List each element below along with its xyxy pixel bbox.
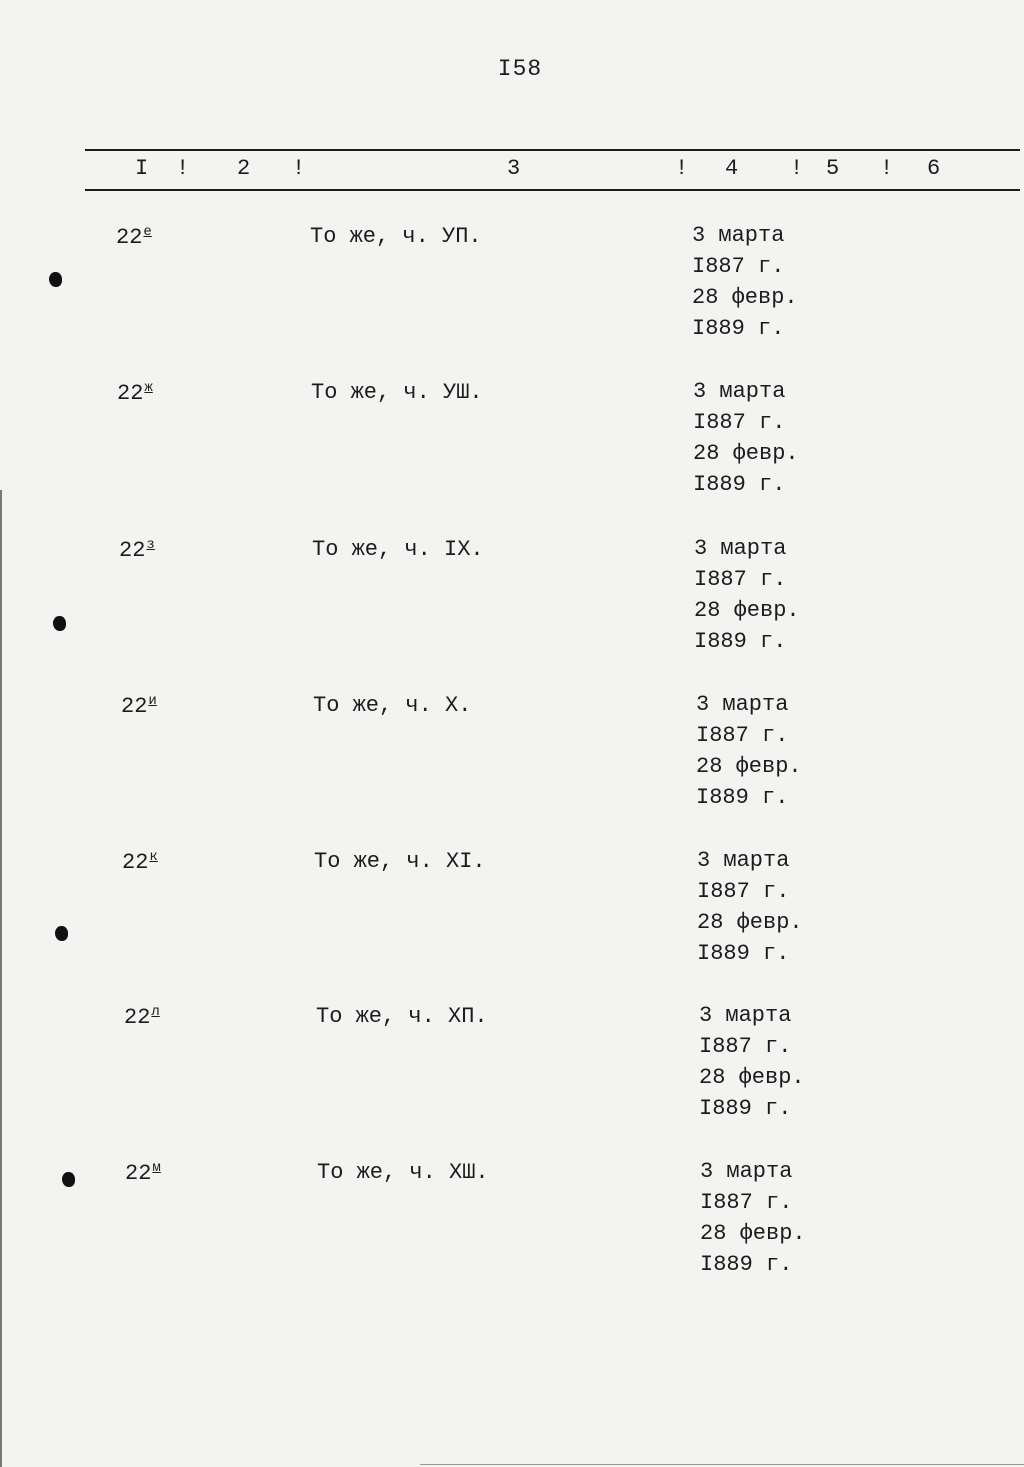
entry-number: $22^е$: [116, 224, 152, 250]
table-row: [0, 537, 1024, 667]
header-separator: !: [176, 156, 190, 181]
date-end-day: 28 февр.: [699, 1065, 805, 1090]
date-end-day: 28 февр.: [697, 910, 803, 935]
date-start-year: I887 г.: [692, 254, 785, 279]
date-start-day: 3 марта: [692, 223, 785, 248]
table-row: [0, 849, 1024, 979]
date-start-day: 3 марта: [693, 379, 786, 404]
entry-number-suffix: л: [151, 1004, 160, 1020]
entry-dates: [694, 533, 800, 657]
entry-dates: [699, 1000, 805, 1124]
entry-number: $22^и$: [121, 693, 157, 719]
entry-description: То же, ч. УШ.: [311, 380, 483, 405]
entry-number-suffix: и: [148, 693, 157, 709]
date-end-year: I889 г.: [700, 1252, 793, 1277]
table-row: [0, 693, 1024, 823]
punch-hole-mark: [53, 616, 66, 631]
entry-dates: [697, 845, 803, 969]
date-end-year: I889 г.: [692, 316, 785, 341]
date-start-day: 3 марта: [697, 848, 790, 873]
header-col-5: 5: [826, 156, 840, 181]
date-end-day: 28 февр.: [692, 285, 798, 310]
entry-number: $22^з$: [119, 537, 155, 563]
date-start-day: 3 марта: [699, 1003, 792, 1028]
entry-number: $22^к$: [122, 849, 158, 875]
date-end-year: I889 г.: [697, 941, 790, 966]
entry-number: $22^ж$: [117, 380, 153, 406]
date-end-year: I889 г.: [693, 472, 786, 497]
table-row: [0, 1160, 1024, 1290]
header-separator: !: [675, 156, 689, 181]
entry-dates: [692, 220, 798, 344]
entry-dates: [693, 376, 799, 500]
date-start-day: 3 марта: [696, 692, 789, 717]
header-col-4: 4: [725, 156, 739, 181]
header-col-1: I: [135, 156, 149, 181]
table-row: [0, 1004, 1024, 1134]
table-header: [0, 156, 1024, 184]
entry-number-suffix: м: [152, 1160, 161, 1176]
date-start-year: I887 г.: [697, 879, 790, 904]
date-start-year: I887 г.: [700, 1190, 793, 1215]
entry-description: То же, ч. XШ.: [317, 1160, 489, 1185]
punch-hole-mark: [55, 926, 68, 941]
date-end-year: I889 г.: [694, 629, 787, 654]
header-col-3: 3: [507, 156, 521, 181]
entry-number-suffix: к: [149, 849, 158, 865]
date-start-day: 3 марта: [700, 1159, 793, 1184]
header-separator: !: [790, 156, 804, 181]
date-end-day: 28 февр.: [696, 754, 802, 779]
entry-number-suffix: ж: [144, 380, 153, 396]
header-col-2: 2: [237, 156, 251, 181]
date-end-year: I889 г.: [699, 1096, 792, 1121]
date-start-year: I887 г.: [696, 723, 789, 748]
punch-hole-mark: [62, 1172, 75, 1187]
entry-description: То же, ч. X.: [313, 693, 472, 718]
entry-number-suffix: е: [143, 224, 152, 240]
table-row: [0, 380, 1024, 510]
entry-number-suffix: з: [146, 537, 155, 553]
date-start-day: 3 марта: [694, 536, 787, 561]
entry-dates: [696, 689, 802, 813]
header-separator: !: [292, 156, 306, 181]
table-header-top-rule: [85, 149, 1020, 151]
entry-description: То же, ч. XI.: [314, 849, 486, 874]
date-start-year: I887 г.: [694, 567, 787, 592]
date-end-day: 28 февр.: [700, 1221, 806, 1246]
header-separator: !: [880, 156, 894, 181]
entry-description: То же, ч. XП.: [316, 1004, 488, 1029]
entry-number: $22^л$: [124, 1004, 160, 1030]
entry-description: То же, ч. IX.: [312, 537, 484, 562]
date-end-year: I889 г.: [696, 785, 789, 810]
table-header-bottom-rule: [85, 189, 1020, 191]
page-number: I58: [497, 56, 543, 82]
date-start-year: I887 г.: [699, 1034, 792, 1059]
punch-hole-mark: [49, 272, 62, 287]
header-col-6: 6: [927, 156, 941, 181]
date-start-year: I887 г.: [693, 410, 786, 435]
page-bottom-edge: [420, 1464, 1024, 1465]
entry-description: То же, ч. УП.: [310, 224, 482, 249]
entry-number: $22^м$: [125, 1160, 161, 1186]
table-row: [0, 224, 1024, 354]
date-end-day: 28 февр.: [694, 598, 800, 623]
entry-dates: [700, 1156, 806, 1280]
date-end-day: 28 февр.: [693, 441, 799, 466]
